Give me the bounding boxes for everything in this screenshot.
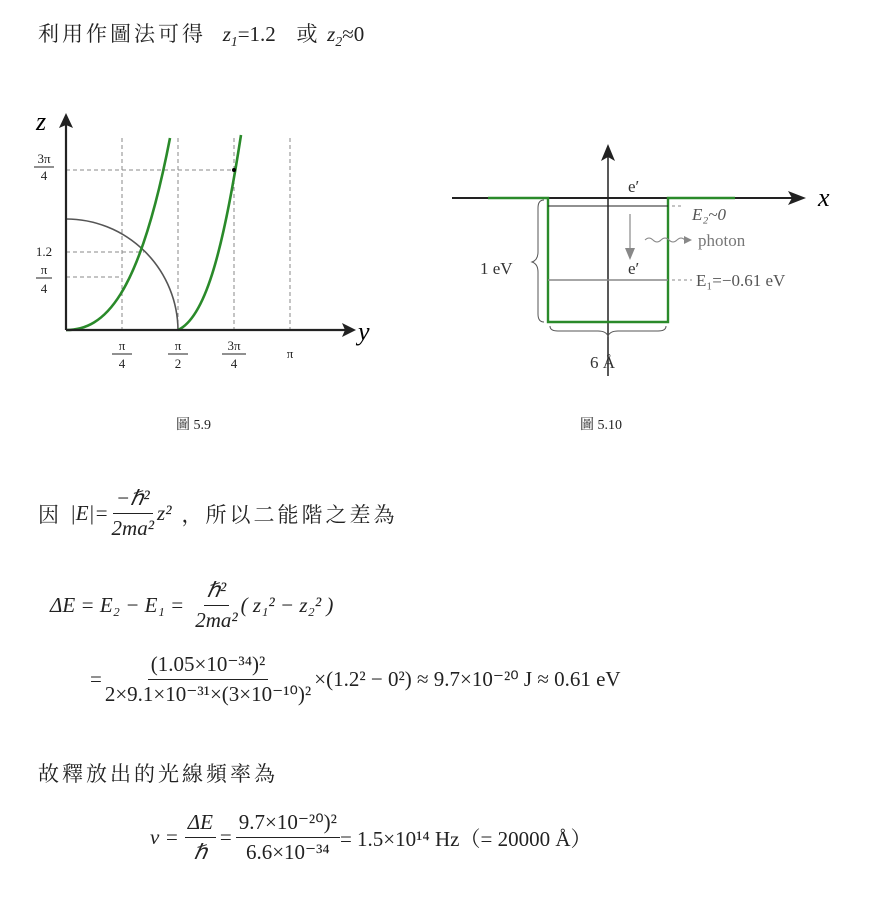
freq-fraction-2 [236,810,340,865]
z1-symbol: $z_1$ [222,22,238,50]
xtick-pi: π [286,346,294,361]
calc-line [90,652,621,707]
energy-den: 2ma² [111,516,155,540]
ytick-3pi4-num: 3π [37,151,51,166]
xtick-pi2-den: 2 [174,356,182,371]
ytick-3pi4-den: 4 [40,168,48,183]
width-label: 6 Å [590,353,616,372]
E1-label: E₁=−0.61 eV [696,271,786,290]
freq-den1: ℏ [193,840,207,864]
calc-num: (1.05×10⁻³⁴)² [148,652,269,680]
depth-label: 1 eV [480,259,513,278]
fig510-x-label: x [818,183,830,212]
intro-line [38,18,364,50]
fig59-tan-branch-1 [66,138,170,330]
energy-line [38,486,397,541]
freq-lhs: ν = [150,825,179,849]
freq-tail: = 1.5×10¹⁴ Hz（= 20000 Å） [339,826,592,851]
freq-num1: ΔE [185,810,216,838]
figure-5-10 [440,128,860,388]
fig59-y-label: y [358,317,370,346]
energy-tail: z² [157,501,172,525]
energy-prefix: 因 [38,502,62,527]
calc-den: 2×9.1×10⁻³¹×(3×10⁻¹⁰)² [104,682,312,706]
energy-num: −ℏ² [113,486,153,514]
delta-tail: ( z₁² − z₂² ) [240,593,334,617]
intro-text: 利用作圖法可得 [38,22,206,46]
freq-den2: 6.6×10⁻³⁴ [245,840,330,864]
electron-mid: e′ [628,259,640,278]
calc-tail: ×(1.2² − 0²) ≈ 9.7×10⁻²⁰ J ≈ 0.61 eV [314,667,621,691]
freq-fraction-1 [185,810,216,865]
ytick-pi4-den: 4 [40,281,48,296]
calc-fraction [102,652,314,707]
fig510-caption: 圖 5.10 [580,418,622,433]
fig59-grid [66,138,290,330]
figure-5-9 [14,108,384,378]
energy-lhs: |E|= [70,501,109,525]
z1-value: =1.2 [237,22,276,46]
xtick-3pi4-den: 4 [230,356,238,371]
freq-num2: 9.7×10⁻²⁰)² [236,810,340,838]
xtick-3pi4-num: 3π [227,338,241,353]
z2-symbol: $z_2$ [327,22,343,50]
fig59-tan-branch-2 [178,135,241,330]
photon-wave [645,238,685,242]
fig59-z-label: z [36,108,47,136]
xtick-pi4-num: π [118,338,126,353]
xtick-pi4-den: 4 [118,356,126,371]
freq-intro: 故釋放出的光線頻率為 [38,762,278,786]
freq-eq: = [219,825,232,849]
delta-fraction [192,578,240,633]
photon-label: photon [698,231,746,250]
delta-lhs: ΔE = E₂ − E₁ = [50,593,185,617]
freq-line [150,810,592,865]
z2-value: ≈0 [342,22,365,46]
E2-label: E₂~0 [692,205,726,224]
energy-fraction [109,486,157,541]
delta-num: ℏ² [204,578,230,606]
depth-brace [532,200,544,322]
electron-top: e′ [628,177,640,196]
xtick-pi2-num: π [174,338,182,353]
fig59-caption: 圖 5.9 [176,418,211,433]
calc-eq: = [90,667,102,691]
delta-line [50,578,333,633]
energy-after: ，所以二能階之差為 [181,502,398,527]
intro-or: 或 [296,22,321,46]
delta-den: 2ma² [195,608,238,632]
ytick-pi4-num: π [40,262,48,277]
ytick-1-2: 1.2 [35,244,53,259]
